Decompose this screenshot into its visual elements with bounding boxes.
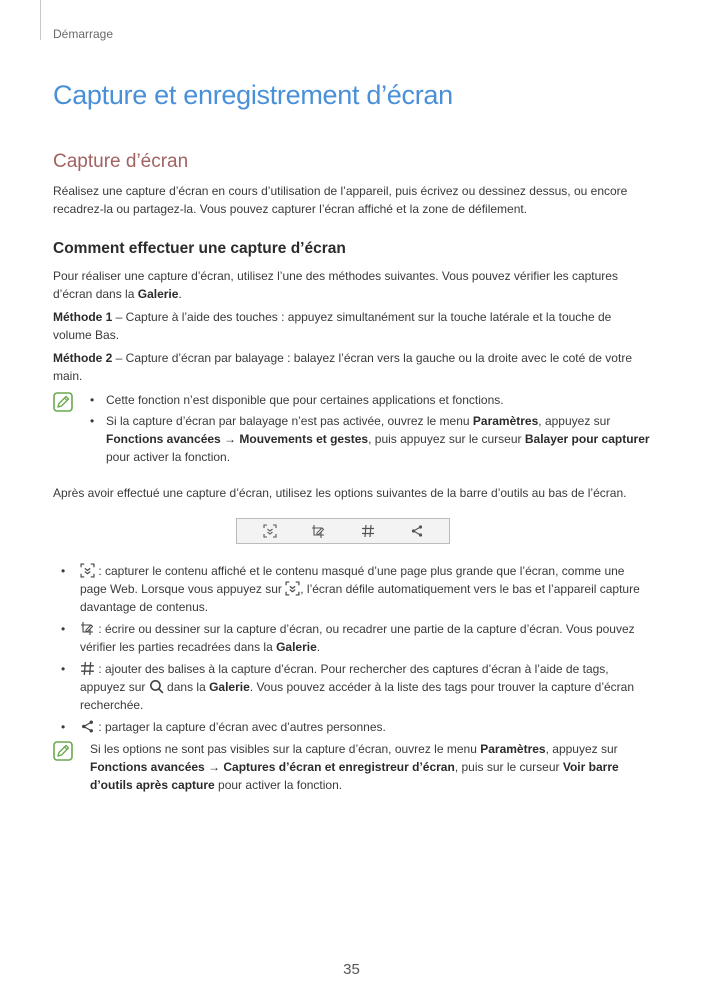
draw-icon[interactable] — [310, 522, 328, 540]
note-icon — [53, 741, 73, 761]
method-2-label: Méthode 2 — [53, 351, 113, 365]
option-tag: • : ajouter des balises à la capture d’écran. Pour rechercher des captures d’écran à l’aide de tags, appuyez sur dans la Galerie. Vous pouvez accéder à la liste des tags pour trouver la capture d’écran recherchée. — [53, 660, 653, 714]
note-item: • Cette fonction n’est disponible que pour certaines applications et fonctions. — [88, 391, 653, 409]
how-heading: Comment effectuer une capture d’écran — [53, 240, 346, 257]
option-share: • : partager la capture d’écran avec d’autres personnes. — [53, 718, 653, 736]
intro-paragraph: Réalisez une capture d’écran en cours d’utilisation de l’appareil, puis écrivez ou dessinez dessus, ou encore recadrez-la ou partagez-la. Vous pouvez capturer l’écran affiché et la zone de défilement. — [53, 184, 628, 216]
draw-icon — [80, 621, 95, 636]
page-title: Capture et enregistrement d’écran — [53, 80, 453, 110]
search-icon — [149, 679, 164, 694]
share-icon — [80, 719, 95, 734]
scroll-capture-icon[interactable] — [261, 522, 279, 540]
toolbar-options-list — [53, 562, 653, 736]
note-text: Si les options ne sont pas visibles sur la capture d’écran, ouvrez le menu Paramètres, appuyez sur Fonctions avancées → Captures d’écran et enregistreur d’écran, puis sur le curseur Voir barre d’outils après capture pour activer la fonction. — [90, 742, 619, 792]
method-2: Méthode 2 – Capture d’écran par balayage : balayez l’écran vers la gauche ou la droite avec le coté de votre main. — [53, 351, 632, 383]
tag-icon[interactable] — [359, 522, 377, 540]
note-list — [88, 391, 653, 469]
method-1-label: Méthode 1 — [53, 310, 113, 324]
screenshot-toolbar — [236, 518, 450, 544]
page-content — [53, 80, 653, 794]
section-label: Démarrage — [53, 27, 114, 41]
section-subtitle: Capture d’écran — [53, 151, 189, 172]
header-rule — [40, 0, 41, 40]
note-icon — [53, 392, 73, 412]
scroll-capture-icon — [80, 563, 95, 578]
method-1: Méthode 1 – Capture à l’aide des touches : appuyez simultanément sur la touche latérale et la touche de volume Bas. — [53, 310, 612, 342]
note-block-2 — [53, 740, 653, 794]
option-scroll-capture: • : capturer le contenu affiché et le contenu masqué d’une page plus grande que l’écran, comme une page Web. Lorsque vous appuyez sur , l’écran défile automatiquement vers le bas et l’appareil capture davantage de contenus. — [53, 562, 653, 616]
note-block-1 — [53, 391, 653, 469]
option-draw: • : écrire ou dessiner sur la capture d’écran, ou recadrer une partie de la capture d’écran. Vous pouvez vérifier les parties recadrées dans la Galerie. — [53, 620, 653, 656]
share-icon[interactable] — [408, 522, 426, 540]
scroll-capture-icon — [285, 581, 300, 596]
note-item: • Si la capture d’écran par balayage n’est pas activée, ouvrez le menu Paramètres, appuyez sur Fonctions avancées → Mouvements et gestes, puis appuyez sur le curseur Balayer pour capturer pour activer la fonction. — [88, 412, 653, 466]
tag-icon — [80, 661, 95, 676]
after-paragraph: Après avoir effectué une capture d’écran, utilisez les options suivantes de la barre d’outils au bas de l’écran. — [53, 486, 627, 500]
how-paragraph: Pour réaliser une capture d’écran, utilisez l’une des méthodes suivantes. Vous pouvez vérifier les captures d’écran dans la Galerie. — [53, 269, 618, 301]
page-number: 35 — [343, 961, 360, 978]
gallery-term: Galerie — [137, 287, 179, 301]
